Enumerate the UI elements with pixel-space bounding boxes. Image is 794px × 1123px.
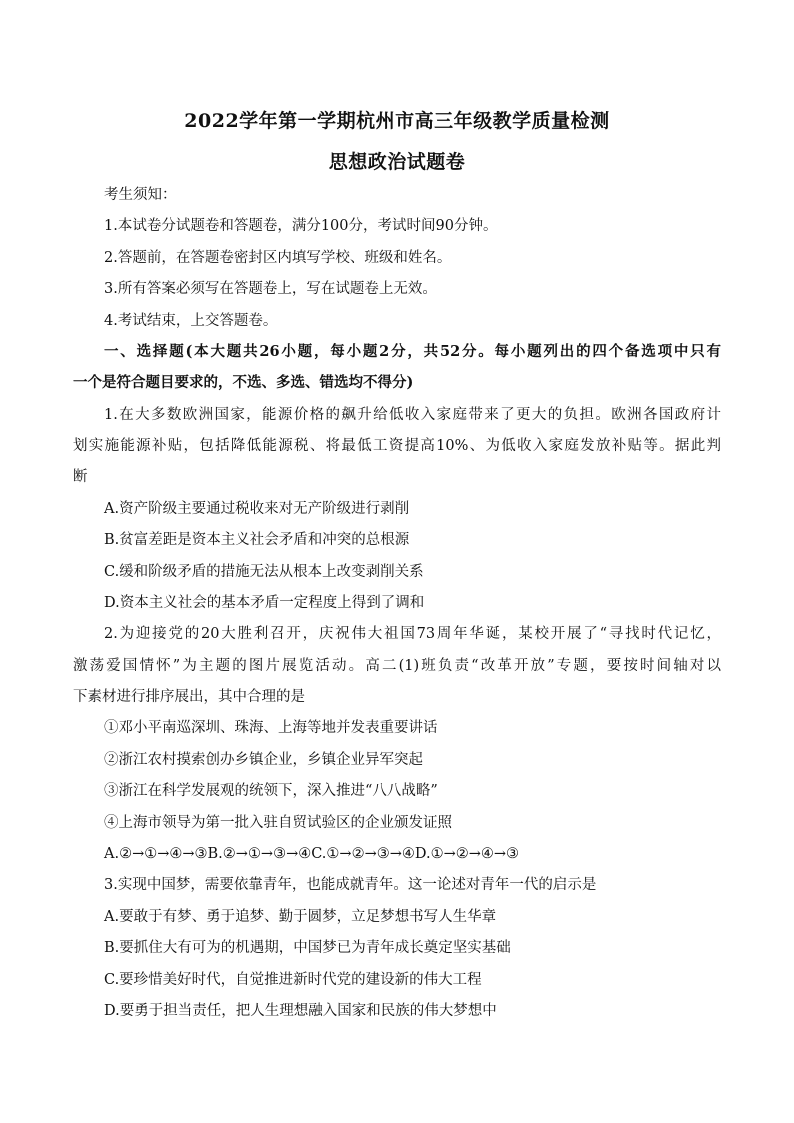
section-heading: 一、选择题(本大题共26小题，每小题2分，共52分。每小题列出的四个备选项中只有 <box>104 343 721 360</box>
question-2-stem: 下素材进行排序展出，其中合理的是 <box>73 689 305 705</box>
notice-item: 3.所有答案必须写在答题卷上，写在试题卷上无效。 <box>104 281 437 297</box>
question-2-stem: 激荡爱国情怀”为主题的图片展览活动。高二(1)班负责“改革开放”专题，要按时间轴对以 <box>73 658 721 674</box>
question-1-option-d: D.资本主义社会的基本矛盾一定程度上得到了调和 <box>104 595 425 611</box>
exam-subject-title: 思想政治试题卷 <box>328 151 466 173</box>
question-3-stem: 3.实现中国梦，需要依靠青年，也能成就青年。这一论述对青年一代的启示是 <box>104 877 597 893</box>
question-2-item-1: ①邓小平南巡深圳、珠海、上海等地并发表重要讲话 <box>104 720 438 736</box>
question-1-stem: 1.在大多数欧洲国家，能源价格的飙升给低收入家庭带来了更大的负担。欧洲各国政府计 <box>104 407 721 423</box>
notice-heading: 考生须知： <box>104 187 177 203</box>
question-3-option-a: A.要敢于有梦、勇于追梦、勤于圆梦，立足梦想书写人生华章 <box>104 909 497 925</box>
notice-item: 2.答题前，在答题卷密封区内填写学校、班级和姓名。 <box>104 250 452 266</box>
question-2-item-4: ④上海市领导为第一批入驻自贸试验区的企业颁发证照 <box>104 815 452 831</box>
notice-item: 1.本试卷分试题卷和答题卷，满分100分，考试时间90分钟。 <box>104 218 498 234</box>
question-2-item-3: ③浙江在科学发展观的统领下，深入推进“八八战略” <box>104 783 438 799</box>
question-1-stem: 断 <box>73 469 88 485</box>
question-3-option-d: D.要勇于担当责任，把人生理想融入国家和民族的伟大梦想中 <box>104 1003 497 1019</box>
question-2-item-2: ②浙江农村摸索创办乡镇企业，乡镇企业异军突起 <box>104 752 423 768</box>
exam-title: 2022学年第一学期杭州市高三年级教学质量检测 <box>184 110 610 132</box>
question-1-option-a: A.资产阶级主要通过税收来对无产阶级进行剥削 <box>104 501 410 517</box>
question-1-option-c: C.缓和阶级矛盾的措施无法从根本上改变剥削关系 <box>104 564 424 580</box>
question-3-option-b: B.要抓住大有可为的机遇期，中国梦已为青年成长奠定坚实基础 <box>104 940 511 956</box>
question-1-stem: 划实施能源补贴，包括降低能源税、将最低工资提高10%、为低收入家庭发放补贴等。据此判 <box>73 438 721 454</box>
section-heading-cont: 一个是符合题目要求的，不选、多选、错选均不得分) <box>73 374 414 391</box>
question-2-options: A.②→①→④→③B.②→①→③→④C.①→②→③→④D.①→②→④→③ <box>104 846 520 862</box>
question-1-option-b: B.贫富差距是资本主义社会矛盾和冲突的总根源 <box>104 532 410 548</box>
question-2-stem: 2.为迎接党的20大胜利召开，庆祝伟大祖国73周年华诞，某校开展了“寻找时代记忆， <box>104 626 721 642</box>
notice-item: 4.考试结束，上交答题卷。 <box>104 313 278 329</box>
question-3-option-c: C.要珍惜美好时代，自觉推进新时代党的建设新的伟大工程 <box>104 972 482 988</box>
